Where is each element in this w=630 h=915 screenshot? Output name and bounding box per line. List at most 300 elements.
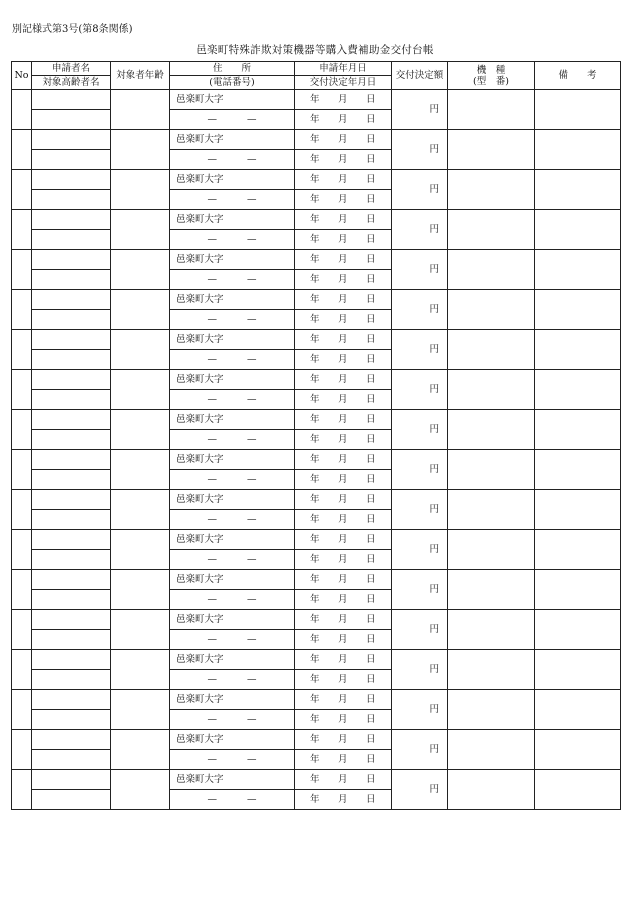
decision-date-cell[interactable]	[295, 510, 392, 530]
month-label: 月	[337, 294, 348, 305]
target-age-cell[interactable]	[111, 290, 170, 330]
phone-cell[interactable]	[170, 550, 295, 570]
target-age-cell[interactable]	[111, 730, 170, 770]
year-label: 年	[309, 234, 320, 245]
model-cell[interactable]	[448, 530, 535, 570]
remarks-cell[interactable]	[535, 570, 621, 610]
decision-date-cell[interactable]	[295, 390, 392, 410]
row-number-cell[interactable]	[12, 690, 32, 730]
target-age-cell[interactable]	[111, 170, 170, 210]
model-cell[interactable]	[448, 730, 535, 770]
target-person-cell[interactable]	[32, 550, 111, 570]
header-remarks: 備 考	[535, 62, 621, 90]
row-number-cell[interactable]	[12, 610, 32, 650]
month-label: 月	[337, 754, 348, 765]
yen-label: 円	[429, 544, 439, 555]
month-label: 月	[337, 174, 348, 185]
decision-amount-cell[interactable]	[392, 330, 448, 370]
applicant-name-cell[interactable]	[32, 570, 111, 590]
month-label: 月	[337, 674, 348, 685]
decision-amount-cell[interactable]	[392, 410, 448, 450]
day-label: 日	[366, 594, 377, 605]
month-label: 月	[337, 274, 348, 285]
row-number-cell[interactable]	[12, 170, 32, 210]
year-label: 年	[309, 694, 320, 705]
target-person-cell[interactable]	[32, 110, 111, 130]
year-label: 年	[309, 94, 320, 105]
year-label: 年	[309, 254, 320, 265]
application-date-cell[interactable]	[295, 290, 392, 310]
target-person-cell[interactable]	[32, 430, 111, 450]
application-date-cell[interactable]	[295, 170, 392, 190]
table-row	[12, 490, 621, 510]
decision-amount-cell[interactable]	[392, 250, 448, 290]
application-date-cell[interactable]	[295, 490, 392, 510]
target-person-cell[interactable]	[32, 750, 111, 770]
table-row	[12, 330, 621, 350]
model-cell[interactable]	[448, 610, 535, 650]
month-label: 月	[337, 534, 348, 545]
target-age-cell[interactable]	[111, 570, 170, 610]
applicant-name-cell[interactable]	[32, 530, 111, 550]
address-cell[interactable]	[170, 650, 295, 670]
year-label: 年	[309, 134, 320, 145]
applicant-name-cell[interactable]	[32, 730, 111, 750]
application-date-cell[interactable]	[295, 610, 392, 630]
decision-date-cell[interactable]	[295, 150, 392, 170]
phone-cell[interactable]	[170, 350, 295, 370]
table-row	[12, 210, 621, 230]
target-age-cell[interactable]	[111, 770, 170, 810]
target-person-cell[interactable]	[32, 790, 111, 810]
applicant-name-cell[interactable]	[32, 490, 111, 510]
day-label: 日	[366, 574, 377, 585]
day-label: 日	[366, 734, 377, 745]
applicant-name-cell[interactable]	[32, 90, 111, 110]
model-cell[interactable]	[448, 370, 535, 410]
row-number-cell[interactable]	[12, 90, 32, 130]
header-target-age: 対象者年齢	[111, 62, 170, 90]
model-cell[interactable]	[448, 410, 535, 450]
model-cell[interactable]	[448, 210, 535, 250]
month-label: 月	[337, 554, 348, 565]
application-date-cell[interactable]	[295, 770, 392, 790]
year-label: 年	[309, 474, 320, 485]
address-cell[interactable]	[170, 210, 295, 230]
target-person-cell[interactable]	[32, 390, 111, 410]
phone-cell[interactable]	[170, 710, 295, 730]
decision-amount-cell[interactable]	[392, 610, 448, 650]
header-application-date: 申請年月日	[295, 62, 392, 76]
row-number-cell[interactable]	[12, 650, 32, 690]
phone-cell[interactable]	[170, 750, 295, 770]
target-person-cell[interactable]	[32, 350, 111, 370]
day-label: 日	[366, 534, 377, 545]
phone-dash: —	[207, 434, 217, 445]
phone-cell[interactable]	[170, 230, 295, 250]
header-model	[448, 62, 535, 90]
applicant-name-cell[interactable]	[32, 130, 111, 150]
applicant-name-cell[interactable]	[32, 170, 111, 190]
row-number-cell[interactable]	[12, 290, 32, 330]
applicant-name-cell[interactable]	[32, 650, 111, 670]
target-age-cell[interactable]	[111, 370, 170, 410]
row-number-cell[interactable]	[12, 530, 32, 570]
yen-label: 円	[429, 624, 439, 635]
phone-cell[interactable]	[170, 630, 295, 650]
remarks-cell[interactable]	[535, 170, 621, 210]
remarks-cell[interactable]	[535, 90, 621, 130]
phone-cell[interactable]	[170, 110, 295, 130]
model-cell[interactable]	[448, 330, 535, 370]
target-person-cell[interactable]	[32, 630, 111, 650]
table-row	[12, 450, 621, 470]
yen-label: 円	[429, 384, 439, 395]
address-prefix: 邑楽町大字	[176, 174, 224, 185]
model-cell[interactable]	[448, 770, 535, 810]
month-label: 月	[337, 354, 348, 365]
applicant-name-cell[interactable]	[32, 290, 111, 310]
application-date-cell[interactable]	[295, 370, 392, 390]
row-number-cell[interactable]	[12, 330, 32, 370]
remarks-cell[interactable]	[535, 490, 621, 530]
application-date-cell[interactable]	[295, 210, 392, 230]
phone-cell[interactable]	[170, 590, 295, 610]
address-prefix: 邑楽町大字	[176, 374, 224, 385]
phone-cell[interactable]	[170, 510, 295, 530]
row-number-cell[interactable]	[12, 490, 32, 530]
day-label: 日	[366, 554, 377, 565]
applicant-name-cell[interactable]	[32, 210, 111, 230]
remarks-cell[interactable]	[535, 130, 621, 170]
target-person-cell[interactable]	[32, 510, 111, 530]
remarks-cell[interactable]	[535, 250, 621, 290]
application-date-cell[interactable]	[295, 250, 392, 270]
row-number-cell[interactable]	[12, 210, 32, 250]
model-cell[interactable]	[448, 690, 535, 730]
applicant-name-cell[interactable]	[32, 690, 111, 710]
yen-label: 円	[429, 344, 439, 355]
remarks-cell[interactable]	[535, 730, 621, 770]
decision-amount-cell[interactable]	[392, 170, 448, 210]
decision-amount-cell[interactable]	[392, 770, 448, 810]
decision-amount-cell[interactable]	[392, 730, 448, 770]
month-label: 月	[337, 614, 348, 625]
phone-cell[interactable]	[170, 790, 295, 810]
decision-amount-cell[interactable]	[392, 650, 448, 690]
model-cell[interactable]	[448, 650, 535, 690]
phone-dash: —	[207, 794, 217, 805]
model-cell[interactable]	[448, 90, 535, 130]
remarks-cell[interactable]	[535, 650, 621, 690]
day-label: 日	[366, 674, 377, 685]
address-prefix: 邑楽町大字	[176, 534, 224, 545]
applicant-name-cell[interactable]	[32, 610, 111, 630]
address-cell[interactable]	[170, 690, 295, 710]
day-label: 日	[366, 614, 377, 625]
applicant-name-cell[interactable]	[32, 330, 111, 350]
phone-cell[interactable]	[170, 190, 295, 210]
address-prefix: 邑楽町大字	[176, 734, 224, 745]
application-date-cell[interactable]	[295, 90, 392, 110]
phone-cell[interactable]	[170, 310, 295, 330]
day-label: 日	[366, 354, 377, 365]
model-cell[interactable]	[448, 450, 535, 490]
table-body	[12, 90, 621, 810]
applicant-name-cell[interactable]	[32, 370, 111, 390]
remarks-cell[interactable]	[535, 450, 621, 490]
application-date-cell[interactable]	[295, 450, 392, 470]
remarks-cell[interactable]	[535, 290, 621, 330]
decision-date-cell[interactable]	[295, 270, 392, 290]
table-row	[12, 130, 621, 150]
phone-cell[interactable]	[170, 270, 295, 290]
applicant-name-cell[interactable]	[32, 410, 111, 430]
target-age-cell[interactable]	[111, 490, 170, 530]
application-date-cell[interactable]	[295, 730, 392, 750]
target-age-cell[interactable]	[111, 250, 170, 290]
day-label: 日	[366, 174, 377, 185]
remarks-cell[interactable]	[535, 410, 621, 450]
table-row	[12, 290, 621, 310]
target-age-cell[interactable]	[111, 130, 170, 170]
yen-label: 円	[429, 264, 439, 275]
month-label: 月	[337, 394, 348, 405]
address-cell[interactable]	[170, 610, 295, 630]
decision-amount-cell[interactable]	[392, 370, 448, 410]
header-phone: (電話番号)	[170, 76, 295, 90]
target-age-cell[interactable]	[111, 410, 170, 450]
phone-cell[interactable]	[170, 470, 295, 490]
header-decision-amount: 交付決定額	[392, 62, 448, 90]
applicant-name-cell[interactable]	[32, 450, 111, 470]
subsidy-ledger-table	[11, 61, 621, 810]
application-date-cell[interactable]	[295, 650, 392, 670]
target-person-cell[interactable]	[32, 590, 111, 610]
month-label: 月	[337, 254, 348, 265]
phone-dash: —	[247, 434, 257, 445]
row-number-cell[interactable]	[12, 730, 32, 770]
day-label: 日	[366, 774, 377, 785]
remarks-cell[interactable]	[535, 530, 621, 570]
header-model-number: (型 番)	[473, 75, 509, 87]
target-age-cell[interactable]	[111, 450, 170, 490]
address-cell[interactable]	[170, 450, 295, 470]
phone-dash: —	[207, 314, 217, 325]
phone-dash: —	[207, 154, 217, 165]
decision-amount-cell[interactable]	[392, 530, 448, 570]
applicant-name-cell[interactable]	[32, 250, 111, 270]
row-number-cell[interactable]	[12, 370, 32, 410]
decision-date-cell[interactable]	[295, 230, 392, 250]
year-label: 年	[309, 214, 320, 225]
row-number-cell[interactable]	[12, 770, 32, 810]
target-age-cell[interactable]	[111, 690, 170, 730]
address-prefix: 邑楽町大字	[176, 654, 224, 665]
month-label: 月	[337, 434, 348, 445]
day-label: 日	[366, 214, 377, 225]
remarks-cell[interactable]	[535, 370, 621, 410]
yen-label: 円	[429, 504, 439, 515]
address-prefix: 邑楽町大字	[176, 494, 224, 505]
target-age-cell[interactable]	[111, 650, 170, 690]
header-applicant-name: 申請者名	[32, 62, 111, 76]
decision-date-cell[interactable]	[295, 790, 392, 810]
day-label: 日	[366, 314, 377, 325]
model-cell[interactable]	[448, 250, 535, 290]
month-label: 月	[337, 594, 348, 605]
phone-cell[interactable]	[170, 430, 295, 450]
decision-date-cell[interactable]	[295, 630, 392, 650]
decision-date-cell[interactable]	[295, 590, 392, 610]
decision-amount-cell[interactable]	[392, 570, 448, 610]
month-label: 月	[337, 94, 348, 105]
address-prefix: 邑楽町大字	[176, 694, 224, 705]
target-person-cell[interactable]	[32, 270, 111, 290]
applicant-name-cell[interactable]	[32, 770, 111, 790]
target-age-cell[interactable]	[111, 90, 170, 130]
remarks-cell[interactable]	[535, 330, 621, 370]
address-prefix: 邑楽町大字	[176, 214, 224, 225]
remarks-cell[interactable]	[535, 610, 621, 650]
target-age-cell[interactable]	[111, 530, 170, 570]
day-label: 日	[366, 274, 377, 285]
phone-cell[interactable]	[170, 670, 295, 690]
address-cell[interactable]	[170, 250, 295, 270]
model-cell[interactable]	[448, 130, 535, 170]
address-cell[interactable]	[170, 90, 295, 110]
model-cell[interactable]	[448, 570, 535, 610]
address-prefix: 邑楽町大字	[176, 334, 224, 345]
phone-cell[interactable]	[170, 150, 295, 170]
address-cell[interactable]	[170, 170, 295, 190]
application-date-cell[interactable]	[295, 330, 392, 350]
decision-date-cell[interactable]	[295, 310, 392, 330]
year-label: 年	[309, 514, 320, 525]
target-age-cell[interactable]	[111, 210, 170, 250]
address-cell[interactable]	[170, 290, 295, 310]
target-age-cell[interactable]	[111, 610, 170, 650]
year-label: 年	[309, 734, 320, 745]
decision-date-cell[interactable]	[295, 750, 392, 770]
application-date-cell[interactable]	[295, 130, 392, 150]
day-label: 日	[366, 694, 377, 705]
target-person-cell[interactable]	[32, 470, 111, 490]
phone-dash: —	[207, 554, 217, 565]
phone-dash: —	[247, 154, 257, 165]
row-number-cell[interactable]	[12, 250, 32, 290]
model-cell[interactable]	[448, 290, 535, 330]
decision-date-cell[interactable]	[295, 710, 392, 730]
phone-dash: —	[207, 714, 217, 725]
yen-label: 円	[429, 464, 439, 475]
address-cell[interactable]	[170, 410, 295, 430]
phone-dash: —	[207, 594, 217, 605]
year-label: 年	[309, 314, 320, 325]
year-label: 年	[309, 274, 320, 285]
decision-amount-cell[interactable]	[392, 290, 448, 330]
phone-dash: —	[207, 234, 217, 245]
day-label: 日	[366, 634, 377, 645]
target-age-cell[interactable]	[111, 330, 170, 370]
month-label: 月	[337, 234, 348, 245]
year-label: 年	[309, 654, 320, 665]
remarks-cell[interactable]	[535, 690, 621, 730]
decision-amount-cell[interactable]	[392, 90, 448, 130]
table-row	[12, 730, 621, 750]
remarks-cell[interactable]	[535, 770, 621, 810]
phone-cell[interactable]	[170, 390, 295, 410]
day-label: 日	[366, 794, 377, 805]
application-date-cell[interactable]	[295, 690, 392, 710]
address-cell[interactable]	[170, 770, 295, 790]
target-person-cell[interactable]	[32, 710, 111, 730]
row-number-cell[interactable]	[12, 450, 32, 490]
day-label: 日	[366, 414, 377, 425]
application-date-cell[interactable]	[295, 570, 392, 590]
row-number-cell[interactable]	[12, 570, 32, 610]
address-cell[interactable]	[170, 490, 295, 510]
year-label: 年	[309, 534, 320, 545]
decision-amount-cell[interactable]	[392, 490, 448, 530]
model-cell[interactable]	[448, 490, 535, 530]
decision-amount-cell[interactable]	[392, 130, 448, 170]
address-cell[interactable]	[170, 330, 295, 350]
row-number-cell[interactable]	[12, 130, 32, 170]
address-cell[interactable]	[170, 130, 295, 150]
target-person-cell[interactable]	[32, 230, 111, 250]
decision-date-cell[interactable]	[295, 190, 392, 210]
target-person-cell[interactable]	[32, 670, 111, 690]
decision-date-cell[interactable]	[295, 430, 392, 450]
day-label: 日	[366, 154, 377, 165]
phone-dash: —	[207, 194, 217, 205]
address-cell[interactable]	[170, 370, 295, 390]
target-person-cell[interactable]	[32, 310, 111, 330]
table-row	[12, 250, 621, 270]
target-person-cell[interactable]	[32, 190, 111, 210]
decision-date-cell[interactable]	[295, 470, 392, 490]
day-label: 日	[366, 454, 377, 465]
day-label: 日	[366, 494, 377, 505]
table-row	[12, 650, 621, 670]
decision-date-cell[interactable]	[295, 670, 392, 690]
decision-amount-cell[interactable]	[392, 210, 448, 250]
phone-dash: —	[207, 754, 217, 765]
phone-dash: —	[247, 394, 257, 405]
model-cell[interactable]	[448, 170, 535, 210]
address-cell[interactable]	[170, 530, 295, 550]
address-cell[interactable]	[170, 570, 295, 590]
phone-dash: —	[247, 754, 257, 765]
phone-dash: —	[247, 194, 257, 205]
application-date-cell[interactable]	[295, 410, 392, 430]
remarks-cell[interactable]	[535, 210, 621, 250]
target-person-cell[interactable]	[32, 150, 111, 170]
table-row	[12, 370, 621, 390]
address-cell[interactable]	[170, 730, 295, 750]
year-label: 年	[309, 554, 320, 565]
decision-date-cell[interactable]	[295, 350, 392, 370]
decision-date-cell[interactable]	[295, 110, 392, 130]
year-label: 年	[309, 154, 320, 165]
decision-date-cell[interactable]	[295, 550, 392, 570]
row-number-cell[interactable]	[12, 410, 32, 450]
application-date-cell[interactable]	[295, 530, 392, 550]
address-prefix: 邑楽町大字	[176, 574, 224, 585]
decision-amount-cell[interactable]	[392, 450, 448, 490]
decision-amount-cell[interactable]	[392, 690, 448, 730]
